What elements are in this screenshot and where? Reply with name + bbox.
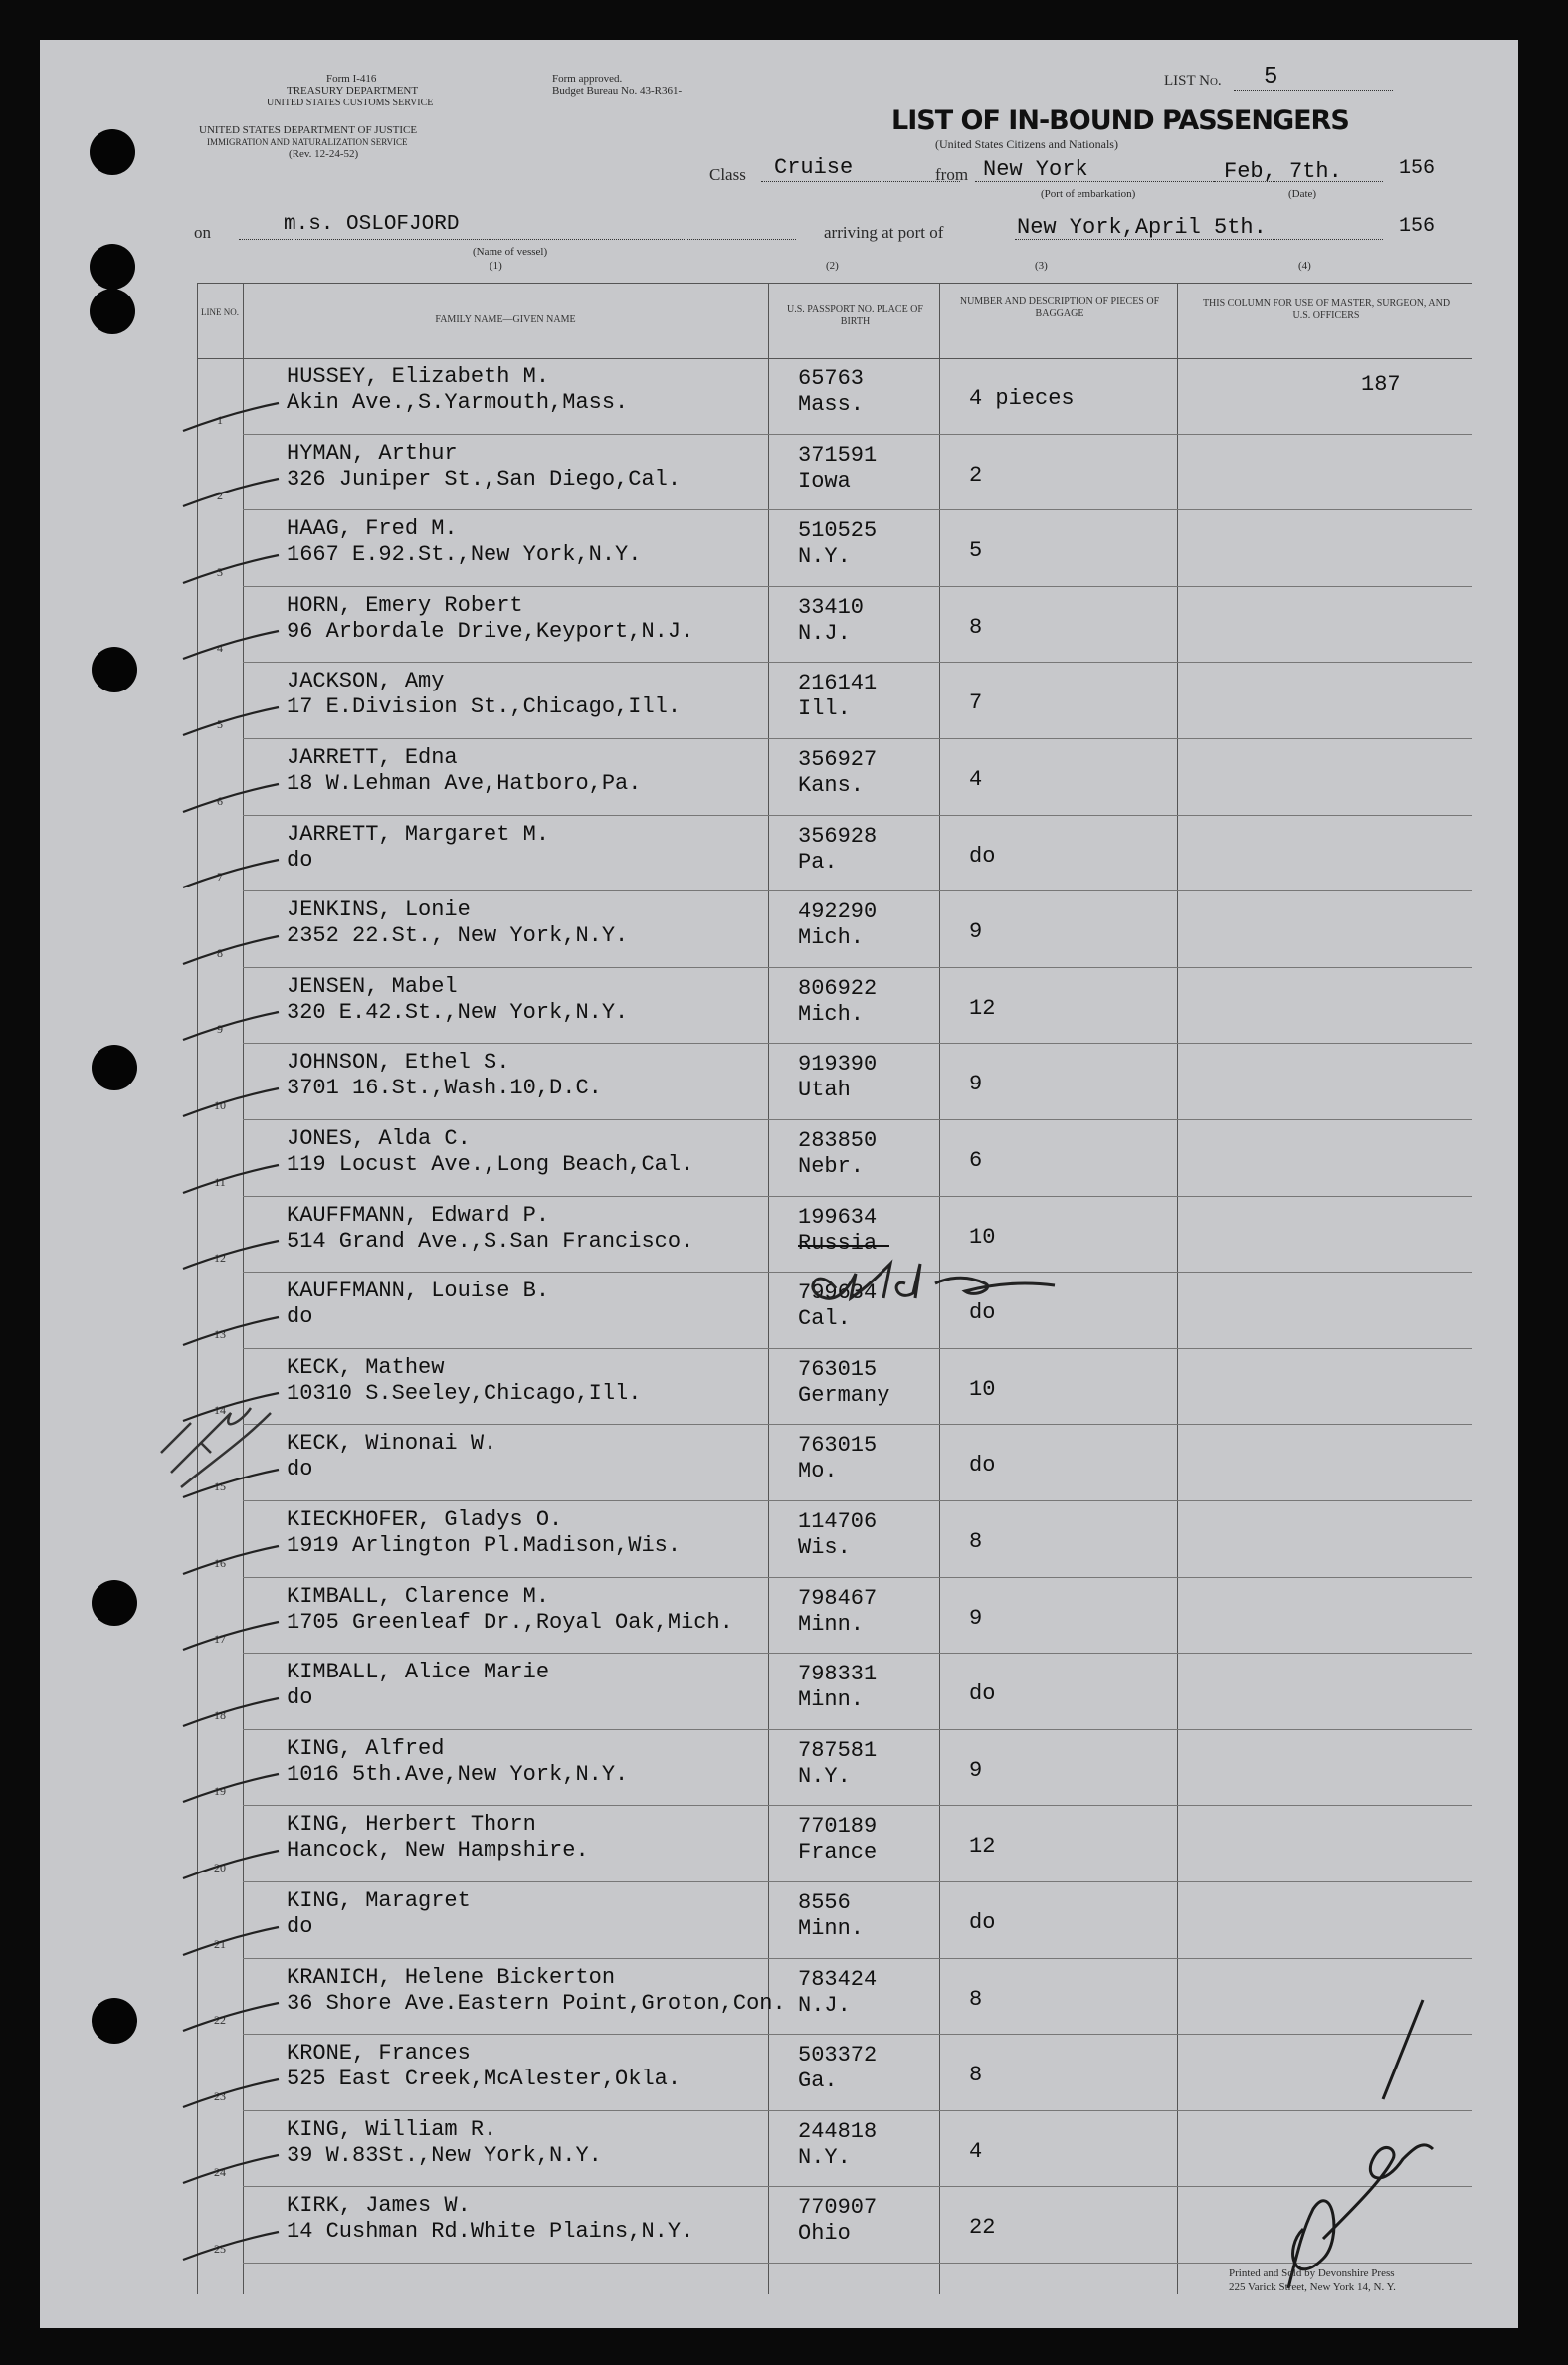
check-mark-icon [179,2226,289,2266]
table-row [197,510,1472,587]
place-of-birth: France [798,1840,878,1866]
passenger-address: 96 Arbordale Drive,Keyport,N.J. [287,618,694,644]
place-of-birth: Minn. [798,1611,865,1637]
place-of-birth: Cal. [798,1306,851,1332]
line-number: 14 [214,1403,226,1418]
manifest-page [40,40,1518,2328]
header-baggage: NUMBER AND DESCRIPTION OF PIECES OF BAGGAGE [959,296,1160,319]
passenger-address: 39 W.83St.,New York,N.Y. [287,2142,602,2168]
passport-number: 65763 [798,366,865,391]
place-of-birth: N.J. [798,1992,851,2018]
col-number-3: (3) [1035,260,1048,272]
check-mark-icon [179,1311,289,1351]
baggage-pieces: do [969,843,996,869]
class-value: Cruise [774,155,854,180]
place-of-birth: Mass. [798,392,865,417]
arriving-label: arriving at port of [824,223,944,242]
passenger-address: 36 Shore Ave.Eastern Point,Groton,Con. [287,1990,786,2016]
baggage-pieces: 9 [969,1605,983,1631]
passenger-address: 514 Grand Ave.,S.San Francisco. [287,1228,694,1254]
baggage-pieces: 9 [969,1072,983,1097]
passport-number: 492290 [798,899,878,925]
table-row [197,1578,1472,1655]
passport-number: 763015 [798,1356,878,1382]
check-mark-icon [179,1006,289,1046]
place-of-birth: Nebr. [798,1154,865,1179]
baggage-pieces: 4 [969,767,983,792]
passenger-name: KING, Alfred [287,1735,445,1761]
passenger-name: JARRETT, Edna [287,745,458,770]
baggage-pieces: 5 [969,538,983,564]
passport-number: 356927 [798,747,878,772]
passenger-name: HUSSEY, Elizabeth M. [287,364,550,389]
place-of-birth: Minn. [798,1916,865,1941]
form-number: Form I-416 [326,73,377,85]
line-number: 16 [214,1555,226,1570]
place-of-birth: N.Y. [798,544,851,570]
approval-note: Form approved. [552,73,623,85]
passport-number: 798467 [798,1585,878,1611]
place-of-birth: N.Y. [798,1763,851,1789]
passenger-name: KECK, Winonai W. [287,1431,497,1457]
line-number: 12 [214,1251,226,1266]
line-number: 1 [217,412,223,427]
punch-hole-icon [90,244,135,290]
passenger-name: JARRETT, Margaret M. [287,821,550,847]
check-mark-icon [179,1768,289,1808]
header-line-no: LINE NO. [201,307,239,317]
passport-number: 216141 [798,671,878,696]
check-mark-icon [179,1159,289,1199]
line-number: 6 [217,793,223,808]
baggage-pieces: 4 pieces [969,386,1075,411]
passenger-name: KAUFFMANN, Edward P. [287,1202,550,1228]
header-passport: U.S. PASSPORT NO. PLACE OF BIRTH [787,304,923,327]
passenger-address: 119 Locust Ave.,Long Beach,Cal. [287,1152,694,1177]
form-subtitle: (United States Citizens and Nationals) [935,137,1118,151]
line-number: 24 [214,2165,226,2180]
form-revision: (Rev. 12-24-52) [289,148,359,160]
passenger-address: 320 E.42.St.,New York,N.Y. [287,999,629,1025]
passenger-name: KECK, Mathew [287,1354,445,1380]
list-number-label: LIST No. [1164,73,1222,89]
baggage-pieces: 6 [969,1148,983,1173]
on-label: on [194,223,211,242]
table-row [197,739,1472,816]
date-note: (Date) [1288,188,1317,200]
line-number: 20 [214,1860,226,1874]
line-number: 4 [217,641,223,656]
list-number-value: 5 [1264,64,1278,91]
line-number: 9 [217,1022,223,1037]
passenger-address: do [287,847,313,873]
signature-icon [1184,1990,1482,2308]
passenger-address: do [287,1304,313,1330]
table-row [197,1882,1472,1959]
passenger-address: Hancock, New Hampshire. [287,1838,589,1864]
passport-number: 787581 [798,1737,878,1763]
passport-number: 799634 [798,1281,878,1306]
baggage-pieces: 8 [969,1986,983,2012]
passport-number: 919390 [798,1052,878,1078]
passenger-name: JACKSON, Amy [287,669,445,694]
passenger-name: KAUFFMANN, Louise B. [287,1279,550,1304]
baggage-pieces: 9 [969,919,983,945]
passenger-name: KIECKHOFER, Gladys O. [287,1507,563,1532]
punch-hole-icon [90,289,135,334]
baggage-pieces: 12 [969,1834,996,1860]
passport-number: 798331 [798,1662,878,1687]
baggage-pieces: 12 [969,995,996,1021]
check-mark-icon [179,625,289,665]
passenger-address: do [287,1914,313,1939]
table-row [197,968,1472,1045]
passport-number: 783424 [798,1966,878,1992]
passenger-name: KIMBALL, Alice Marie [287,1660,550,1685]
passport-number: 199634 [798,1204,878,1230]
table-row [197,1425,1472,1501]
check-mark-icon [179,1692,289,1732]
table-row [197,1806,1472,1882]
place-of-birth: Germany [798,1382,890,1408]
table-row [197,891,1472,968]
table-row [197,358,1472,435]
passenger-address: 18 W.Lehman Ave,Hatboro,Pa. [287,771,642,796]
class-label: Class [709,165,746,184]
col-number-4: (4) [1298,260,1311,272]
passenger-name: HORN, Emery Robert [287,592,523,618]
passenger-name: KRANICH, Helene Bickerton [287,1964,616,1990]
line-number: 2 [217,489,223,503]
baggage-pieces: 9 [969,1757,983,1783]
strike-line [798,1245,889,1247]
handwritten-calif-annotation [796,1254,1094,1313]
check-mark-icon [179,2149,289,2189]
passport-number: 356928 [798,823,878,849]
check-mark-icon [179,1921,289,1961]
officer-note: 187 [1361,372,1401,397]
table-row [197,816,1472,892]
vessel-name: m.s. OSLOFJORD [284,213,460,236]
from-port: New York [983,157,1088,182]
place-of-birth: Pa. [798,849,838,875]
baggage-pieces: 10 [969,1224,996,1250]
passenger-name: KING, Maragret [287,1888,471,1913]
departure-year: 156 [1399,157,1436,180]
passport-number: 510525 [798,518,878,544]
place-of-birth: Ill. [798,696,851,722]
baggage-pieces: 22 [969,2215,996,2241]
passport-number: 33410 [798,594,865,620]
table-row [197,663,1472,739]
table-row [197,1349,1472,1426]
dept-justice: UNITED STATES DEPARTMENT OF JUSTICE [199,124,418,136]
passenger-name: JENKINS, Lonie [287,897,471,923]
passport-number: 503372 [798,2043,878,2069]
place-of-birth: Wis. [798,1535,851,1560]
line-number: 8 [217,945,223,960]
passport-number: 244818 [798,2118,878,2144]
table-row [197,1120,1472,1197]
printer-line-1: Printed and Sold by Devonshire Press [1229,2267,1395,2279]
vessel-note: (Name of vessel) [473,246,548,258]
place-of-birth: Ohio [798,2221,851,2247]
passenger-name: KIMBALL, Clarence M. [287,1583,550,1609]
table-row [197,435,1472,511]
passport-number: 114706 [798,1509,878,1534]
passenger-name: JENSEN, Mabel [287,973,458,999]
baggage-pieces: do [969,1453,996,1478]
place-of-birth: Minn. [798,1687,865,1713]
arrival-year: 156 [1399,215,1436,238]
header-name: FAMILY NAME—GIVEN NAME [435,314,576,325]
check-mark-icon [179,1845,289,1884]
check-mark-icon [179,1616,289,1656]
passenger-address: 1016 5th.Ave,New York,N.Y. [287,1761,629,1787]
vessel-col-number: (1) [490,260,502,272]
passenger-address: 1667 E.92.St.,New York,N.Y. [287,542,642,568]
from-label: from [935,165,969,184]
passenger-address: 3701 16.St.,Wash.10,D.C. [287,1076,602,1101]
baggage-pieces: 8 [969,2063,983,2088]
place-of-birth: N.Y. [798,2144,851,2170]
table-row [197,587,1472,664]
passport-number: 763015 [798,1433,878,1459]
line-number: 15 [214,1478,226,1493]
passenger-address: 525 East Creek,McAlester,Okla. [287,2067,682,2092]
check-mark-icon [179,2073,289,2113]
passport-number: 806922 [798,975,878,1001]
budget-bureau-no: Budget Bureau No. 43-R361- [552,85,683,97]
line-number: 17 [214,1632,226,1647]
passenger-address: 17 E.Division St.,Chicago,Ill. [287,694,682,720]
punch-hole-icon [92,1580,137,1626]
check-mark-icon [179,1235,289,1275]
table-row [197,1501,1472,1578]
passport-number: 283850 [798,1128,878,1153]
col-number-2: (2) [826,260,839,272]
passenger-address: 1919 Arlington Pl.Madison,Wis. [287,1533,682,1558]
check-mark-icon [179,397,289,437]
punch-hole-icon [92,1998,137,2044]
check-mark-icon [179,549,289,589]
baggage-pieces: 4 [969,2138,983,2164]
printer-line-2: 225 Varick Street, New York 14, N. Y. [1229,2281,1396,2293]
place-of-birth: Utah [798,1078,851,1103]
baggage-pieces: 10 [969,1376,996,1402]
passenger-address: 1705 Greenleaf Dr.,Royal Oak,Mich. [287,1609,733,1635]
table-row [197,1044,1472,1120]
place-of-birth: N.J. [798,620,851,646]
check-mark-icon [179,1540,289,1580]
baggage-pieces: do [969,1681,996,1707]
place-of-birth: Mich. [798,925,865,951]
place-of-birth: Mo. [798,1459,838,1484]
baggage-pieces: 8 [969,614,983,640]
passenger-address: 10310 S.Seeley,Chicago,Ill. [287,1380,642,1406]
margin-note-icon [151,1373,300,1492]
check-mark-icon [179,854,289,893]
place-of-birth: Mich. [798,1001,865,1027]
passenger-address: 326 Juniper St.,San Diego,Cal. [287,466,682,492]
check-mark-icon [179,1997,289,2037]
place-of-birth: Kans. [798,773,865,798]
passport-number: 8556 [798,1890,851,1915]
dept-treasury: TREASURY DEPARTMENT [287,85,419,97]
table-row [197,1730,1472,1807]
punch-hole-icon [92,1045,137,1090]
line-number: 18 [214,1707,226,1722]
dept-customs: UNITED STATES CUSTOMS SERVICE [267,98,434,108]
line-number: 22 [214,2013,226,2028]
line-number: 21 [214,1936,226,1951]
passenger-name: KING, William R. [287,2116,497,2142]
departure-date: Feb, 7th. [1224,159,1342,184]
check-mark-icon [179,701,289,741]
line-number: 19 [214,1784,226,1799]
check-mark-icon [179,1083,289,1122]
baggage-pieces: do [969,1300,996,1326]
line-number: 5 [217,716,223,731]
place-of-birth: Ga. [798,2069,838,2094]
baggage-pieces: 8 [969,1529,983,1554]
place-of-birth: Iowa [798,468,851,493]
line-number: 3 [217,564,223,579]
punch-hole-icon [92,647,137,692]
check-mark-icon [179,778,289,818]
header-officers: THIS COLUMN FOR USE OF MASTER, SURGEON, AND U.S. OFFICERS [1202,298,1451,321]
line-number: 7 [217,870,223,885]
arrival-port-date: New York,April 5th. [1017,215,1267,240]
line-number: 11 [214,1174,226,1189]
passenger-name: KIRK, James W. [287,2193,471,2219]
passenger-name: KRONE, Frances [287,2041,471,2067]
line-number: 23 [214,2088,226,2103]
form-title: LIST OF IN-BOUND PASSENGERS [891,105,1349,136]
passenger-name: HYMAN, Arthur [287,440,458,466]
baggage-pieces: 7 [969,690,983,716]
passenger-address: 14 Cushman Rd.White Plains,N.Y. [287,2219,694,2245]
place-of-birth: Russia [798,1230,878,1256]
passport-number: 770907 [798,2195,878,2221]
passenger-name: HAAG, Fred M. [287,516,458,542]
passenger-address: do [287,1457,313,1482]
passenger-address: do [287,1685,313,1711]
table-row [197,1654,1472,1730]
baggage-pieces: 2 [969,462,983,488]
port-embarkation-note: (Port of embarkation) [1041,188,1136,200]
baggage-pieces: do [969,1910,996,1935]
check-mark-icon [179,473,289,512]
passenger-name: KING, Herbert Thorn [287,1812,536,1838]
line-number: 10 [214,1097,226,1112]
passenger-name: JOHNSON, Ethel S. [287,1050,510,1076]
passenger-address: Akin Ave.,S.Yarmouth,Mass. [287,390,629,415]
punch-hole-icon [90,129,135,175]
passport-number: 770189 [798,1814,878,1840]
line-number: 13 [214,1326,226,1341]
dept-immigration: IMMIGRATION AND NATURALIZATION SERVICE [207,137,408,147]
line-number: 25 [214,2241,226,2256]
passenger-address: 2352 22.St., New York,N.Y. [287,923,629,949]
passport-number: 371591 [798,442,878,468]
check-mark-icon [179,930,289,970]
passenger-name: JONES, Alda C. [287,1126,471,1151]
